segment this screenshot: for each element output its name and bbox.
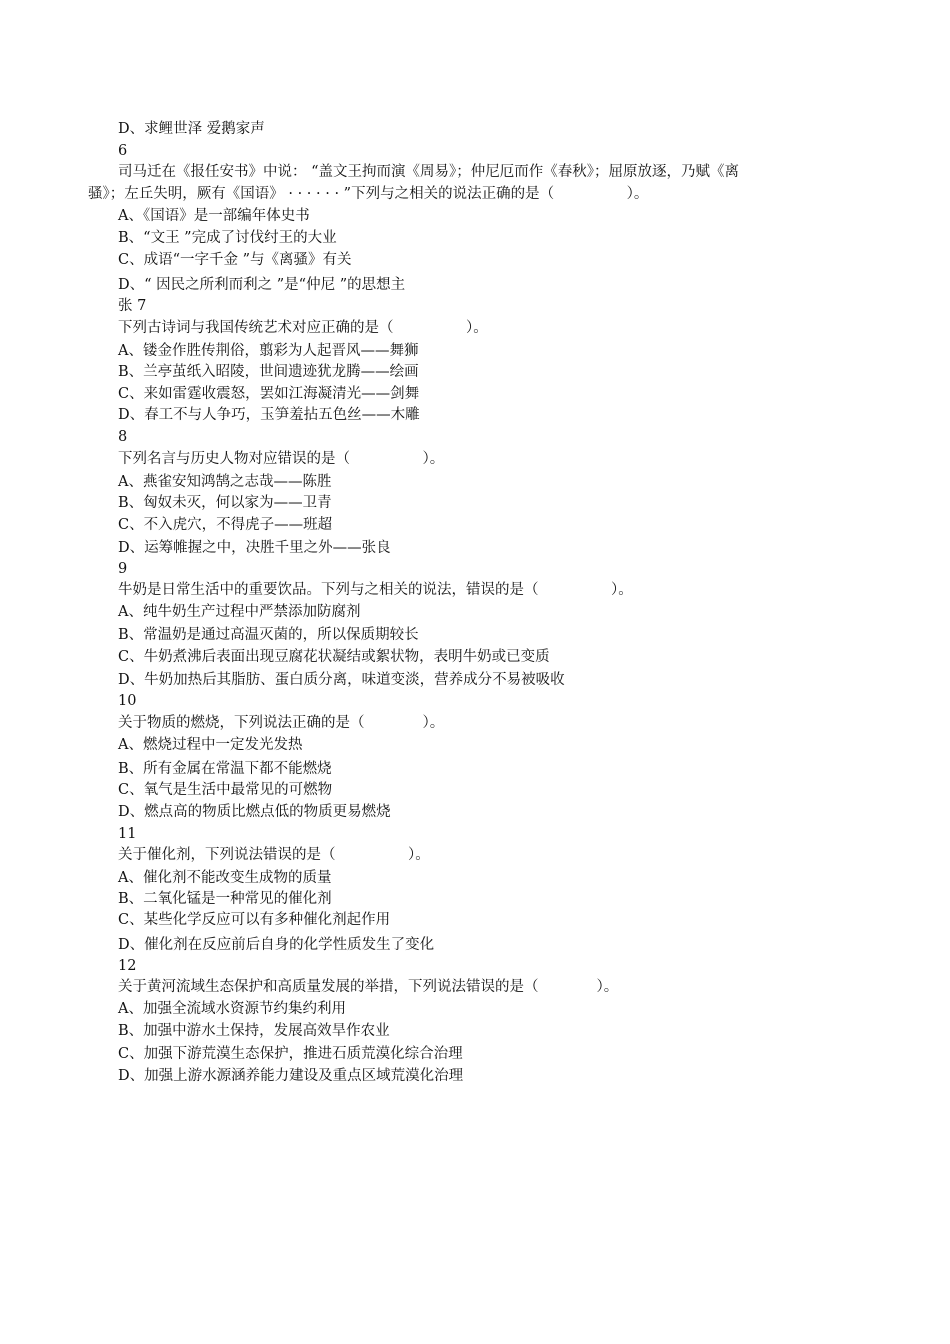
option-line: C、氧气是生活中最常见的可燃物 (118, 782, 333, 798)
option-line: C、来如雷霆收震怒，罢如江海凝清光——剑舞 (118, 386, 420, 402)
option-line: D、求鲤世泽 爱鹅家声 (118, 121, 265, 137)
option-line: C、加强下游荒漠生态保护，推进石质荒漠化综合治理 (118, 1046, 463, 1062)
question-text: 关于黄河流域生态保护和高质量发展的举措，下列说法错误的是（ ）。 (118, 979, 619, 995)
option-line: B、加强中游水土保持，发展高效旱作农业 (118, 1023, 390, 1039)
option-line: D、春工不与人争巧，玉笋羞拈五色丝——木雕 (118, 407, 420, 423)
question-text: 关于催化剂，下列说法错误的是（ ）。 (118, 847, 430, 863)
question-text: 牛奶是日常生活中的重要饮品。下列与之相关的说法，错误的是（ ）。 (118, 582, 633, 598)
option-line: B、“文王 ”完成了讨伐纣王的大业 (118, 230, 337, 246)
option-line: D、催化剂在反应前后自身的化学性质发生了变化 (118, 937, 435, 953)
option-line: A、镂金作胜传荆俗，翦彩为人起晋风——舞狮 (118, 343, 419, 359)
option-line: B、二氧化锰是一种常见的催化剂 (118, 891, 332, 907)
question-number: 10 (118, 693, 137, 709)
option-line: C、牛奶煮沸后表面出现豆腐花状凝结或絮状物，表明牛奶或已变质 (118, 649, 550, 665)
option-line: A、燃烧过程中一定发光发热 (118, 737, 303, 753)
option-line: A、加强全流域水资源节约集约利用 (118, 1001, 346, 1017)
option-line: C、成语“一字千金 ”与《离骚》有关 (118, 252, 352, 268)
question-text: 下列名言与历史人物对应错误的是（ ）。 (118, 451, 445, 467)
option-line: C、不入虎穴，不得虎子——班超 (118, 517, 333, 533)
option-line: A、纯牛奶生产过程中严禁添加防腐剂 (118, 604, 361, 620)
option-line: D、运筹帷握之中，决胜千里之外——张良 (118, 540, 391, 556)
question-number: 11 (118, 826, 137, 842)
option-line: A、《国语》是一部编年体史书 (118, 208, 310, 224)
option-line: D、加强上游水源涵养能力建设及重点区域荒漠化治理 (118, 1068, 464, 1084)
option-line: B、所有金属在常温下都不能燃烧 (118, 761, 332, 777)
option-line: D、“ 因民之所利而利之 ”是“仲尼 ”的思想主 (118, 277, 406, 293)
option-line: A、催化剂不能改变生成物的质量 (118, 870, 332, 886)
option-line: B、匈奴未灭，何以家为——卫青 (118, 495, 332, 511)
option-line: A、燕雀安知鸿鹄之志哉——陈胜 (118, 474, 332, 490)
question-text: 骚》；左丘失明，厥有《国语》 · · · · · · ”下列与之相关的说法正确的是（ ）。 (88, 186, 649, 202)
question-number: 6 (118, 143, 128, 159)
question-number: 8 (118, 429, 128, 445)
option-line: D、燃点高的物质比燃点低的物质更易燃烧 (118, 804, 391, 820)
option-line: C、某些化学反应可以有多种催化剂起作用 (118, 912, 391, 928)
option-line: B、常温奶是通过高温灭菌的，所以保质期较长 (118, 627, 419, 643)
question-number: 张 7 (118, 298, 147, 314)
question-number: 12 (118, 958, 137, 974)
question-text: 下列古诗词与我国传统艺术对应正确的是（ ）。 (118, 320, 488, 336)
question-text: 关于物质的燃烧，下列说法正确的是（ ）。 (118, 715, 445, 731)
question-text: 司马迁在《报任安书》中说： “盖文王拘而演《周易》；仲尼厄而作《春秋》；屈原放逐，乃赋《离 (118, 164, 740, 180)
option-line: B、兰亭茧纸入昭陵，世间遗迹犹龙腾——绘画 (118, 364, 419, 380)
option-line: D、牛奶加热后其脂肪、蛋白质分离，味道变淡，营养成分不易被吸收 (118, 672, 565, 688)
question-number: 9 (118, 561, 128, 577)
